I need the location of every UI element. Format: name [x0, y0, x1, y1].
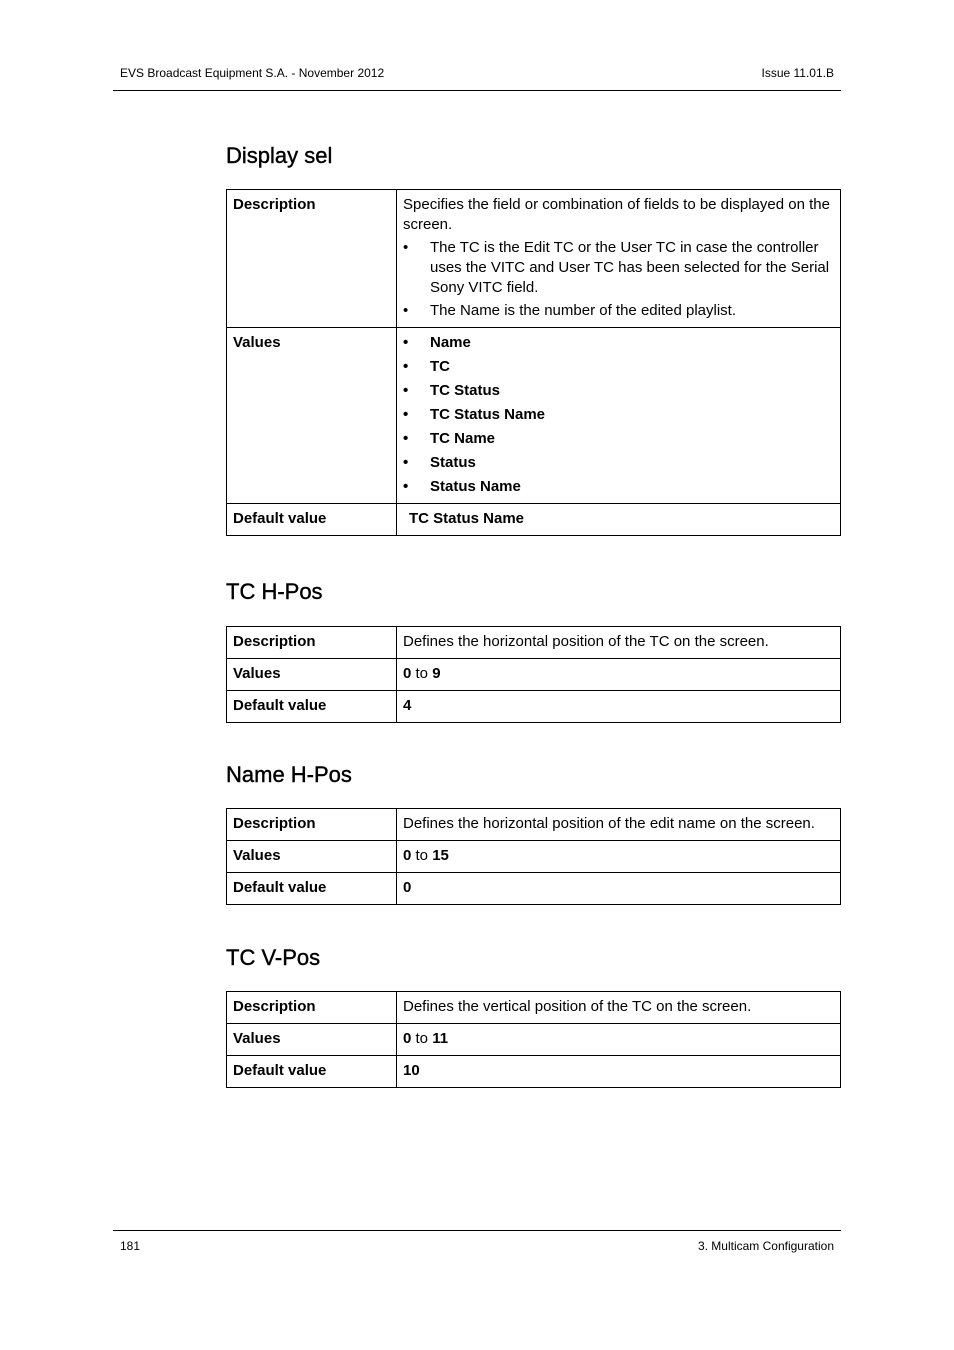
tc-vpos-default	[397, 1056, 841, 1088]
display-sel-values-list	[403, 333, 834, 497]
range-to: to	[415, 665, 429, 682]
default-value: 10	[403, 1062, 420, 1079]
range-to: to	[415, 847, 429, 864]
page-header	[113, 66, 841, 91]
range-min: 0	[403, 665, 412, 682]
name-hpos-description: Defines the horizontal position of the edit name on the screen.	[397, 809, 841, 841]
table-row	[227, 691, 841, 723]
list-item: • Name	[403, 333, 834, 353]
row-label-values: Values	[227, 659, 397, 691]
name-hpos-default	[397, 873, 841, 905]
row-label-default: Default value	[227, 504, 397, 536]
table-row	[227, 841, 841, 873]
name-hpos-table	[226, 808, 841, 905]
table-row	[227, 504, 841, 536]
section-title-name-hpos: Name H-Pos	[226, 762, 352, 787]
display-sel-table	[226, 189, 841, 536]
default-value: 0	[403, 879, 412, 896]
table-row	[227, 992, 841, 1024]
list-item: • TC Status Name	[403, 405, 834, 425]
display-sel-values-cell	[397, 328, 841, 504]
section-title-display-sel: Display sel	[226, 143, 333, 168]
name-hpos-values	[397, 841, 841, 873]
page-footer	[113, 1230, 841, 1253]
range-min: 0	[403, 1030, 412, 1047]
tc-hpos-table	[226, 626, 841, 723]
tc-vpos-values	[397, 1024, 841, 1056]
section-title-tc-vpos: TC V-Pos	[226, 945, 321, 970]
table-row	[227, 1024, 841, 1056]
range-min: 0	[403, 847, 412, 864]
row-label-values: Values	[227, 328, 397, 504]
table-row	[227, 873, 841, 905]
display-sel-notes	[403, 238, 834, 321]
row-label-values: Values	[227, 841, 397, 873]
row-label-default: Default value	[227, 1056, 397, 1088]
range-max: 15	[432, 847, 449, 864]
list-item: • The Name is the number of the edited playlist.	[403, 301, 834, 321]
row-label-description: Description	[227, 992, 397, 1024]
list-item: • Status	[403, 453, 834, 473]
tc-vpos-table	[226, 991, 841, 1088]
default-value: TC Status Name	[409, 510, 525, 527]
row-label-default: Default value	[227, 691, 397, 723]
table-row	[227, 1056, 841, 1088]
range-max: 9	[432, 665, 441, 682]
list-item: • The TC is the Edit TC or the User TC in case the controller uses the VITC and User TC has been selected for the Serial Sony VITC field.	[403, 238, 834, 298]
list-item: • TC	[403, 357, 834, 377]
default-value: 4	[403, 697, 412, 714]
page-number: 181	[120, 1239, 141, 1253]
list-item: • Status Name	[403, 477, 834, 497]
footer-chapter: 3. Multicam Configuration	[697, 1239, 834, 1253]
row-label-description: Description	[227, 627, 397, 659]
range-to: to	[415, 1030, 429, 1047]
table-row	[227, 659, 841, 691]
table-row	[227, 809, 841, 841]
row-label-values: Values	[227, 1024, 397, 1056]
header-publisher: EVS Broadcast Equipment S.A. - November 2012	[120, 66, 385, 80]
display-sel-default	[397, 504, 841, 536]
tc-hpos-values	[397, 659, 841, 691]
tc-vpos-description: Defines the vertical position of the TC on the screen.	[397, 992, 841, 1024]
section-title-tc-hpos: TC H-Pos	[226, 579, 323, 604]
row-label-description: Description	[227, 190, 397, 328]
row-label-description: Description	[227, 809, 397, 841]
range-max: 11	[432, 1030, 449, 1047]
header-issue: Issue 11.01.B	[761, 66, 834, 80]
display-sel-description-cell	[397, 190, 841, 328]
table-row	[227, 190, 841, 328]
tc-hpos-description: Defines the horizontal position of the TC on the screen.	[397, 627, 841, 659]
list-item: • TC Status	[403, 381, 834, 401]
tc-hpos-default	[397, 691, 841, 723]
list-item: • TC Name	[403, 429, 834, 449]
table-row	[227, 627, 841, 659]
display-sel-description: Specifies the field or combination of fields to be displayed on the screen.	[403, 196, 830, 233]
row-label-default: Default value	[227, 873, 397, 905]
table-row	[227, 328, 841, 504]
